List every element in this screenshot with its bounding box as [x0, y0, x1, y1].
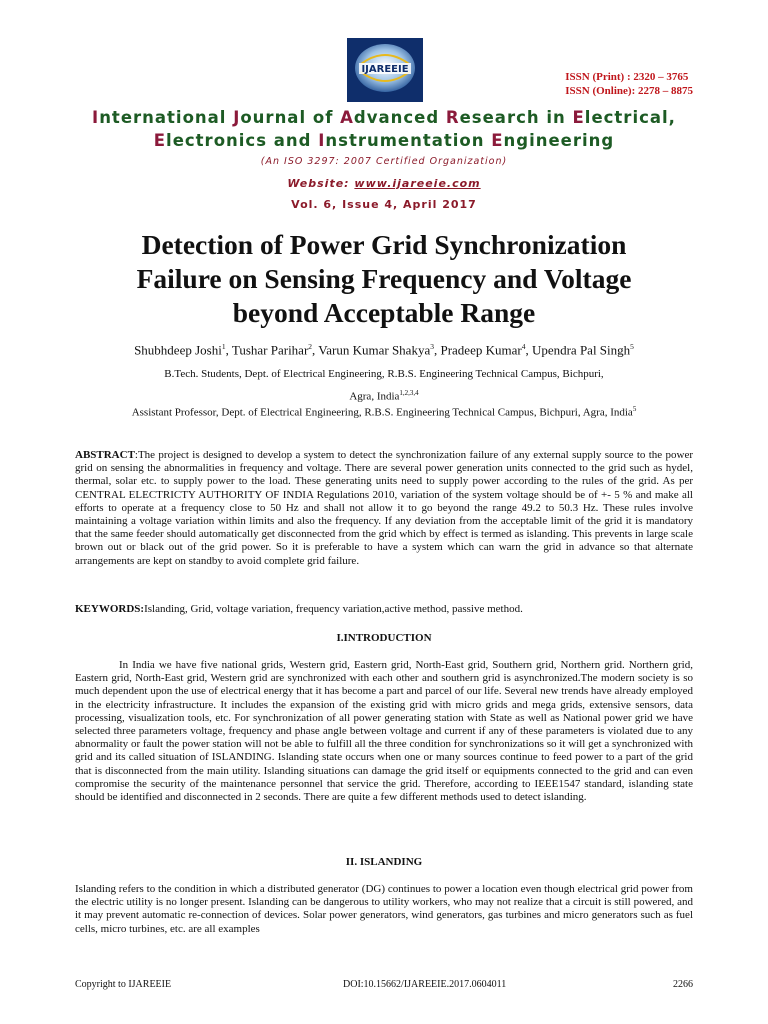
- affiliation-students: [0, 365, 768, 407]
- footer-doi: DOI:10.15662/IJAREEIE.2017.0604011: [343, 979, 507, 990]
- author-name: Upendra Pal Singh: [531, 342, 631, 358]
- author-sup: 3: [430, 342, 434, 351]
- paper-title: [60, 228, 708, 330]
- section-heading-islanding: II. ISLANDING: [345, 856, 423, 868]
- journal-initial: R: [445, 108, 460, 127]
- journal-word: ngineering: [503, 131, 615, 150]
- journal-word: nternational: [99, 108, 234, 127]
- author-name: Tushar Parihar: [231, 342, 309, 358]
- journal-initial: I: [92, 108, 100, 127]
- introduction-paragraph: In India we have five national grids, Western grid, Eastern grid, North-East grid, Southern grid, Northern grid. Northern grid, Eastern grid, North-East grid, Western grid are synchronized with each other and southern grid is asynchronized.The modern society is so much dependent upon the use of electrical energy that it has become a part and parcel of our life. Several new trends have already employed in the electricity infrastructure. It includes the expansion of the existing grid with micro grids and mega grids, extensive sensors, data processing, visualization tools, etc. For synchronization of all power generating station with State as well as National power grid we have selected three parameters voltage, frequency and phase angle between voltage and current if any of these parameters is violated due to any abnormality or fault the power station will not be able to fulfill all the three condition for synchronizations so it will get a synchronized with grid and its called situation of ISLANDING. Islanding state occurs when one or many sources continue to feed power to a part of the grid that is disconnected from the main utility. Islanding situations can damage the grid itself or equipments connected to the grid and can even compromise the security of the maintenance personnel that service the grid. Therefore, according to IEEE1547 standard, islanding state should be identified and disconnected in 2 seconds. There are quite a few different methods used to detect islanding.: [75, 659, 693, 804]
- author-list: Shubhdeep Joshi$^1$, Tushar Parihar$^2$, Varun Kumar Shakya$^3$, Pradeep Kumar$^4$, Upendra Pal Singh$^5$: [134, 342, 634, 358]
- logo-text: IJAREEIE: [361, 64, 409, 75]
- journal-initial: I: [318, 131, 326, 150]
- keywords: [75, 603, 693, 616]
- journal-initial: A: [340, 108, 354, 127]
- affiliation-line: Agra, India: [349, 390, 400, 403]
- footer-page-number: 2266: [673, 979, 693, 990]
- journal-word: lectronics: [166, 131, 274, 150]
- keywords-text: Islanding, Grid, voltage variation, frequency variation,active method, passive method.: [144, 603, 523, 615]
- journal-initial: J: [233, 108, 241, 127]
- islanding-text: [75, 883, 693, 936]
- journal-initial: E: [572, 108, 585, 127]
- section-heading-introduction: I.INTRODUCTION: [336, 632, 432, 644]
- author-sup: 1: [221, 342, 226, 351]
- affiliation-line: Assistant Professor, Dept. of Electrical Engineering, R.B.S. Engineering Technical Campus, Bichpuri, Agra, India: [131, 406, 633, 419]
- title-line: Failure on Sensing Frequency and Voltage: [136, 263, 632, 294]
- author-name: Varun Kumar Shakya: [318, 342, 431, 358]
- affiliation-sup: 5: [632, 405, 637, 413]
- journal-initial: E: [153, 131, 167, 150]
- journal-word: ournal: [240, 108, 313, 127]
- volume-issue: Vol. 6, Issue 4, April 2017: [291, 198, 477, 211]
- journal-word: esearch: [459, 108, 547, 127]
- journal-initial: E: [491, 131, 504, 150]
- abstract-label: ABSTRACT: [75, 449, 135, 461]
- journal-name-line2: [0, 129, 768, 152]
- journal-word: nstrumentation: [325, 131, 492, 150]
- journal-name: [0, 106, 768, 152]
- journal-word: of: [312, 108, 341, 127]
- abstract: [75, 449, 693, 568]
- title-line: Detection of Power Grid Synchronization: [141, 229, 627, 260]
- author-sup: 4: [521, 342, 526, 351]
- author-name: Pradeep Kumar: [440, 342, 522, 358]
- website-label: Website:: [287, 177, 350, 190]
- journal-name-line1: [0, 106, 768, 129]
- footer-copyright: Copyright to IJAREEIE: [75, 979, 172, 990]
- journal-word: in: [546, 108, 573, 127]
- title-line: beyond Acceptable Range: [232, 297, 536, 328]
- issn-print: ISSN (Print) : 2320 – 3765: [565, 71, 689, 83]
- journal-word: lectrical,: [584, 108, 676, 127]
- journal-word: dvanced: [353, 108, 446, 127]
- author-sup: 5: [630, 342, 634, 351]
- affiliation-sup: 1,2,3,4: [399, 389, 419, 397]
- keywords-label: KEYWORDS:: [75, 603, 145, 615]
- introduction-text: [75, 659, 693, 804]
- certification: (An ISO 3297: 2007 Certified Organization): [260, 156, 508, 167]
- issn-block: [565, 70, 693, 98]
- author-name: Shubhdeep Joshi: [134, 342, 222, 358]
- author-sup: 2: [308, 342, 313, 351]
- logo-graphic: [347, 38, 423, 102]
- affiliation-professor: [0, 405, 768, 419]
- website-line: [0, 177, 768, 190]
- page-footer: [75, 979, 693, 993]
- website-link[interactable]: www.ijareeie.com: [354, 177, 481, 190]
- journal-logo: [347, 38, 423, 102]
- issn-online: ISSN (Online): 2278 – 8875: [565, 85, 693, 97]
- affiliation-line: B.Tech. Students, Dept. of Electrical Engineering, R.B.S. Engineering Technical Campus, Bichpuri,: [164, 368, 604, 380]
- journal-word: and: [273, 131, 319, 150]
- islanding-paragraph: Islanding refers to the condition in which a distributed generator (DG) continues to power a location even though electrical grid power from the electric utility is no longer present. Islanding can be dangerous to utility workers, who may not realize that a circuit is still powered, and it may prevent automatic re-connection of devices. Solar power generators, wind generators, gas turbines and micro generators such as fuel cells, micro turbines, etc. are all examples: [75, 883, 693, 935]
- abstract-text: :The project is designed to develop a system to detect the synchronization failure of any external supply source to the power grid on sensing the abnormalities in frequency and voltage. There are several power generation units connected to the grid such as hydel, thermal, solar etc. to supply power to the load. These generating units need to supply power according to the rules of the grid. As per CENTRAL ELECTRICTY AUTHORITY OF INDIA Regulations 2010, variation of the system voltage should be of +- 5 % and make all efforts to operate at a frequency close to 50 Hz and shall not allow it to go beyond the range 49.2 to 50.3 Hz. These rules involve maintaining a voltage variation within limits and also the frequency. If any deviation from the acceptable limit of the grid it is mandatory that the same feeder should automatically get disconnected from the grid which by effect is termed as islanding. This prevents in large scale brown out or black out of the grid power. So it is preferable to have a system which can warn the grid in advance so that alternate arrangements are kept on standby to avoid complete grid failure.: [75, 449, 693, 567]
